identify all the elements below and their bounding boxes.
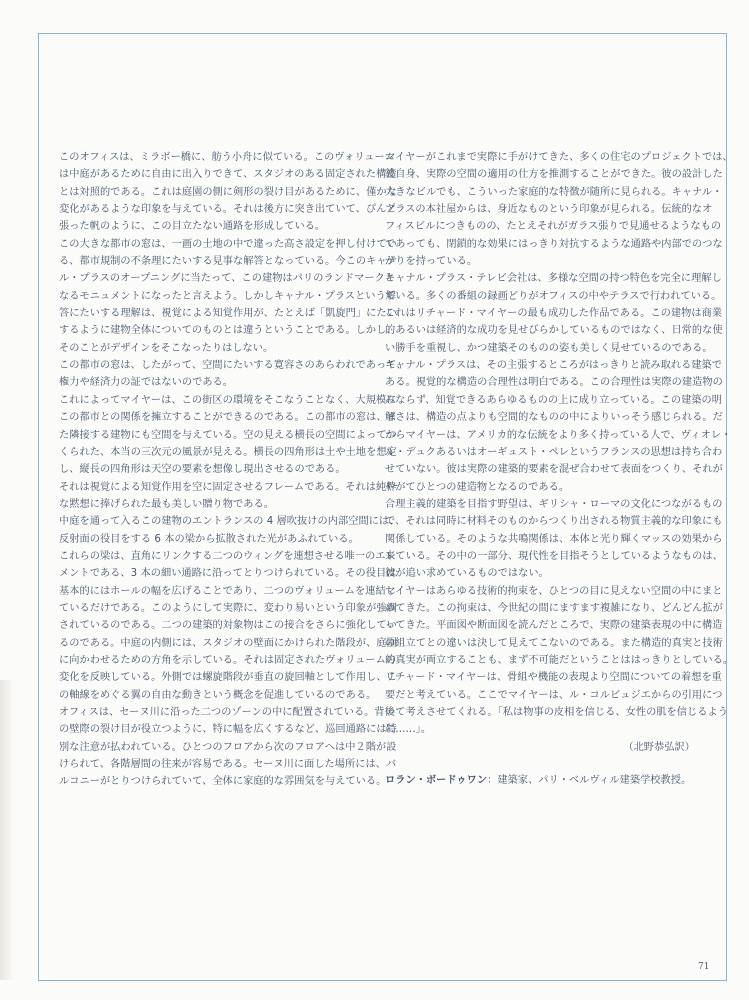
text-line: 的真実が両立することも、まず不可能だということははっきりとしている。	[385, 654, 734, 666]
text-line: 答にたいする理解は、視覚による知覚作用が、たとえば「凱旋門」にたい	[59, 308, 397, 320]
text-line: これらの梁は、直角にリンクする二つのウィングを連想させる唯一のエレ	[59, 550, 396, 562]
text-line: であっても、閉鎖的な効果にはっきり対抗するような通路や内部でのつな	[385, 238, 723, 250]
text-line: キャナル・プラス・テレビ会社は、多様な空間の持つ特色を完全に理解し	[385, 273, 722, 285]
text-line: めてきた。この拘束は、今世紀の間にますます複雑になり、どんどん拡が	[385, 602, 723, 614]
text-line: くられた、本当の三次元の風景が見える。横長の四角形は土や土地を想定	[59, 446, 397, 458]
text-line: 変化があるような印象を与えている。それは後方に突き出ていて、ぴんと	[59, 204, 397, 216]
text-line: とは対照的である。これは庭園の側に剣形の裂け目があるために、僅かな	[59, 186, 397, 198]
text-line: し、縦長の四角形は天空の要素を想像し現出させるのである。	[59, 464, 346, 476]
text-line: 中庭を通って入るこの建物のエントランスの 4 層吹抜けの内部空間には、	[59, 516, 400, 528]
text-line: せていない。彼は実際の建築的要素を混ぜ合わせて表面をつくり、それが	[385, 464, 723, 476]
text-line: それは視覚による知覚作用を空に固定させるフレームである。それは純粋	[59, 481, 397, 493]
text-line: みならず、知覚できるあらゆるものの上に成り立っている。この建築の明	[385, 394, 723, 406]
text-line: 変化を反映している。外側では螺旋階段が垂直の旋回軸として作用し、こ	[59, 672, 397, 684]
text-line: る、都市規制の不条理にたいする見事な解答となっている。今このキャナ	[59, 256, 397, 268]
text-line: キャナル・プラスは、その主張するところがはっきりと読み取れる建築で	[385, 360, 723, 372]
text-line: オフィスは、セーヌ川に沿った二つのゾーンの中に配置されている。背後	[59, 707, 395, 718]
left-text-column	[59, 149, 407, 791]
text-line: ってきた。平面図や断面図を読んだところで、実際の建築表現の中に構造	[385, 620, 723, 632]
text-line: マイヤーはあらゆる技術的拘束を、ひとつの目に見えない空間の中にまと	[385, 585, 723, 597]
text-line: この都市の窓は、したがって、空間にたいする寛容さのあらわれであって、	[59, 360, 407, 372]
text-line: の組立てとの違いは決して見えてこないのである。また構造的真実と技術	[385, 637, 723, 649]
text-line: けられて、各階層間の往来が容易である。セーヌ川に面した場所には、バ	[59, 759, 397, 771]
author-description: ：建築家、パリ・ベルヴィル建築学校教授。	[487, 775, 692, 787]
text-line: 張った帆のように、この目立たない通路を形成している。	[59, 221, 326, 233]
text-line: ルコニーがとりつけられていて、全体に家庭的な雰囲気を与えている。	[59, 776, 387, 788]
text-line: この都市との関係を擁立することができるのである。この都市の窓は、ま	[59, 412, 397, 424]
text-line: ある。視覚的な構造の合理性は明白である。この合理性は実際の建造物の	[385, 377, 723, 389]
text-line: い勝手を重視し、かつ建築そのものの姿も美しく見せているのである。	[385, 342, 713, 354]
text-line: に向かわせるための方角を示している。それは固定されたヴォリュームの	[59, 654, 397, 666]
text-line: るのである。中庭の内側には、スタジオの壁面にかけられた階段が、庭園	[59, 637, 397, 649]
translator-credit: （北野恭弘訳）	[623, 741, 695, 753]
text-line: た隣接する建物にも空間を与えている。空の見える横長の空間によってつ	[59, 429, 397, 441]
text-line: されているのである。二つの建築的対象物はこの接合をさらに強化してい	[59, 620, 397, 632]
text-line: 別な注意が払われている。ひとつのフロアから次のフロアへは中２階が設	[59, 741, 397, 753]
author-bio	[385, 772, 703, 789]
text-line: 合理主義的建築を目指す野望は、ギリシャ・ローマの文化につながるもの	[385, 498, 723, 510]
text-line: に……」。	[385, 724, 432, 736]
text-line: このオフィスは、ミラボー橋に、舫う小舟に似ている。このヴォリューム	[59, 152, 395, 163]
text-line: この大きな都市の窓は、一画の土地の中で違った高さ設定を押し付けてい	[59, 238, 397, 250]
text-line: マイヤーがこれまで実際に手がけてきた、多くの住宅のプロジェクトでは、	[385, 152, 733, 163]
text-line: 的あるいは経済的な成功を見せびらかしているものではなく、日常的な使	[385, 325, 723, 337]
text-line: プラスの本社屋からは、身近なものという印象が見られる。伝統的なオ	[385, 204, 713, 216]
text-line: そのことがデザインをそこなったりはしない。	[59, 342, 274, 354]
text-line: 来ている。その中の一部分、現代性を目指そうとしているようなものは、	[385, 550, 723, 562]
text-line: ているだけである。このようにして実際に、変わり易いという印象が強調	[59, 602, 397, 614]
right-text-column	[385, 149, 734, 789]
right-body-text	[385, 149, 734, 739]
text-line: するように建物全体についてのものとは違うということである。しかし、	[59, 325, 397, 337]
text-line: これはリチャード・マイヤーの最も成功した作品である。この建物は商業	[385, 308, 723, 320]
text-line: 大きなビルでも、こういった家庭的な特徴が随所に見られる。キャナル・	[385, 186, 723, 198]
text-line: メントである、3 本の細い通路に沿ってとりつけられている。その役目は	[59, 568, 397, 580]
text-line: の壁際の裂け目が役立つように、特に幅を広くするなど、巡回通路には特	[59, 724, 397, 736]
text-line: リチャード・マイヤーは、骨組や機能の表現より空間についての着想を重	[385, 672, 722, 684]
text-line: 彼自身、実際の空間の適用の仕方を推測することができた。彼の設計した	[385, 169, 723, 181]
text-line: 解さは、構造の点よりも空間的なものの中によりいっそう感じられる。だ	[385, 412, 723, 424]
text-line: の軸線をめぐる翼の自由な動きという概念を促進しているのである。	[59, 689, 377, 701]
text-line: なるモニュメントになったと言えよう。しかしキャナル・プラスという解	[59, 290, 397, 302]
text-line: やがてひとつの建造物となるのである。	[385, 481, 570, 493]
text-line: 基本的にはホールの幅を広げることであり、二つのヴォリュームを連結し	[59, 585, 396, 597]
page-number: 71	[698, 962, 710, 972]
text-line: は中庭があるために自由に出入りできて、スタジオのある固定された構造	[59, 169, 397, 181]
text-line: 反射面の役目をする 6 本の梁から拡散された光があふれている。	[59, 533, 359, 545]
text-line: な黙想に捧げられた最も美しい贈り物である。	[59, 498, 274, 510]
text-line: フィスビルにつきものの、たとえそれがガラス張りで見通せるようなもの	[385, 221, 722, 233]
text-line: ル・デュクあるいはオーギュスト・ペレというフランスの思想は持ち合わ	[385, 446, 723, 458]
text-line: いて考えさせてくれる。「私は物事の皮相を信じる、女性の肌を信じるよう	[385, 707, 728, 718]
text-line: これによってマイヤーは、この街区の環境をそこなうことなく、大規模に	[59, 394, 397, 406]
text-line: ル・プラスのオープニングに当たって、この建物はパリのランドマークと	[59, 273, 396, 285]
text-line: 要だと考えている。ここでマイヤーは、ル・コルビュジエからの引用につ	[385, 689, 723, 701]
scan-edge-shadow	[0, 680, 14, 980]
text-line: で、それは同時に材料そのものからつくり出される物質主義的な印象にも	[385, 516, 723, 528]
text-line: がりを持っている。	[385, 256, 478, 268]
text-line: からマイヤーは、アメリカ的な伝統をより多く持っている人で、ヴィオレ・	[385, 429, 732, 441]
text-line: 関係している。そのような共鳴関係は、本体と光り輝くマッスの効果から	[385, 533, 723, 545]
text-line: ている。多くの番組の録画どりがオフィスの中やテラスで行われている。	[385, 290, 722, 302]
author-name: ロラン・ボードゥワン	[385, 775, 488, 787]
text-line: 彼が追い求めているものではない。	[385, 568, 549, 580]
text-line: 権力や経済力の証ではないのである。	[59, 377, 234, 389]
